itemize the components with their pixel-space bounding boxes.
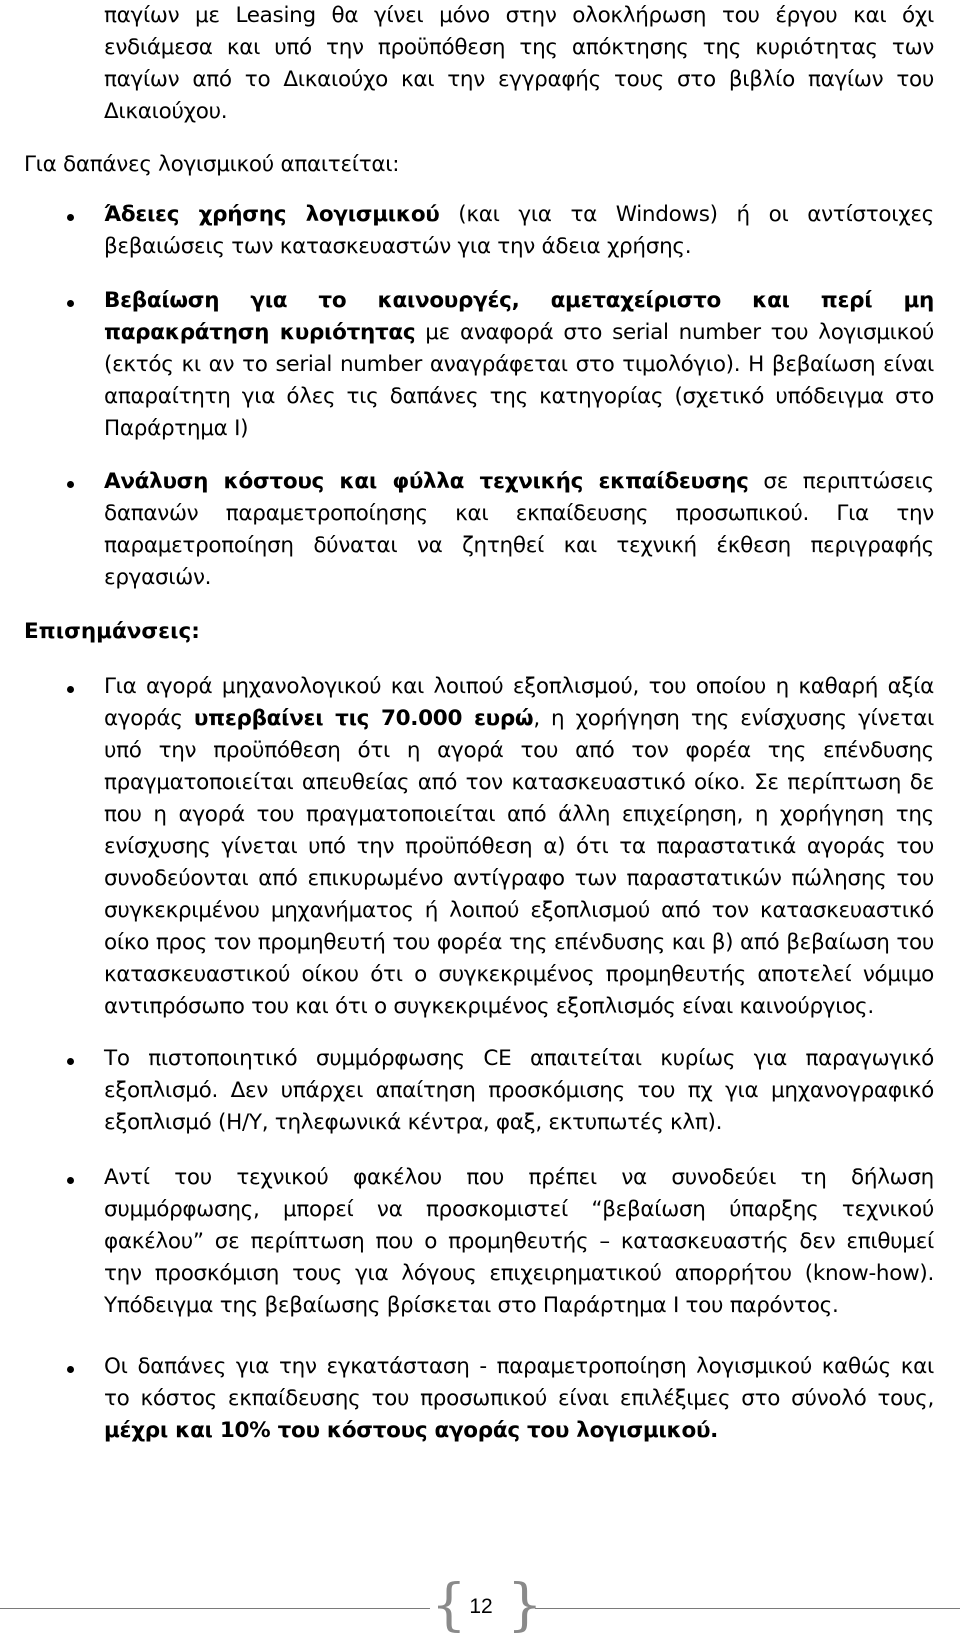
footer-divider (0, 1608, 430, 1609)
software-intro: Για δαπάνες λογισμικού απαιτείται: (24, 152, 400, 177)
bullet-text: με αναφορά στο serial number του λογισμικού (εκτός κι αν το serial number αναγράφεται στο τιμολόγιο). Η βεβαίωση είναι απαραίτητη για όλες τις δαπάνες της κατηγορίας (σχετικό υπόδειγμα στο Παράρτημα Ι) (104, 320, 934, 441)
bullet-icon (67, 686, 74, 693)
bullet-icon (67, 1058, 74, 1065)
bullet-text: Οι δαπάνες για την εγκατάσταση - παραμετροποίηση λογισμικού καθώς και το κόστος εκπαίδευσης του προσωπικού είναι επιλέξιμες στο σύνολό τους, (104, 1354, 934, 1411)
bullet-bold-text: υπερβαίνει τις 70.000 ευρώ (193, 706, 534, 731)
bullet-icon (67, 300, 74, 307)
bullet-text: Για αγορά μηχανολογικού και λοιπού εξοπλισμού, του οποίου η καθαρή αξία αγοράς (104, 674, 934, 731)
bullet-icon (67, 214, 74, 221)
leasing-paragraph: παγίων με Leasing θα γίνει μόνο στην ολοκλήρωση του έργου και όχι ενδιάμεσα και υπό την προϋπόθεση της απόκτησης της κυριότητας των παγίων από το Δικαιούχο και την εγγραφής τους στο βιβλίο παγίων του Δικαιούχου. (104, 3, 934, 124)
right-brace-icon: } (507, 1573, 543, 1638)
bullet-text: σε περιπτώσεις δαπανών παραμετροποίησης και εκπαίδευσης προσωπικού. Για την παραμετροποίηση δύναται να ζητηθεί και τεχνική έκθεση περιγραφής εργασιών. (104, 469, 934, 590)
software-bullet-certificate (104, 285, 934, 445)
note-bullet-ce-certificate (104, 1043, 934, 1139)
bullet-text: Αντί του τεχνικού φακέλου που πρέπει να συνοδεύει τη δήλωση συμμόρφωσης, μπορεί να προσκομιστεί “βεβαίωση ύπαρξης τεχνικού φακέλου” σε περίπτωση που ο προμηθευτής – κατασκευαστής δεν επιθυμεί την προσκόμιση τους για λόγους επιχειρηματικού απορρήτου (know-how). Υπόδειγμα της βεβαίωσης βρίσκεται στο Παράρτημα Ι του παρόντος. (104, 1165, 934, 1318)
bullet-icon (67, 1177, 74, 1184)
page-number: 12 (469, 1595, 493, 1618)
bullet-bold-text: μέχρι και 10% του κόστους αγοράς του λογισμικού. (104, 1418, 719, 1443)
bullet-text: (και για τα Windows) ή οι αντίστοιχες βεβαιώσεις των κατασκευαστών για την άδεια χρήσης. (104, 202, 934, 259)
page-footer (0, 1573, 960, 1638)
bullet-icon (67, 481, 74, 488)
note-bullet-technical-file (104, 1162, 934, 1322)
bullet-text: Το πιστοποιητικό συμμόρφωσης CE απαιτείται κυρίως για παραγωγικό εξοπλισμό. Δεν υπάρχει απαίτηση προσκόμισης του πχ για μηχανογραφικό εξοπλισμό (Η/Υ, τηλεφωνικά κέντρα, φαξ, εκτυπωτές κλπ). (104, 1046, 934, 1135)
left-brace-icon: { (431, 1573, 467, 1638)
note-bullet-software-installation (104, 1351, 934, 1447)
bullet-bold-text: Άδειες χρήσης λογισμικού (104, 202, 440, 227)
footer-divider (535, 1608, 960, 1609)
note-bullet-equipment-purchase (104, 671, 934, 1023)
bullet-bold-text: Ανάλυση κόστους και φύλλα τεχνικής εκπαίδευσης (104, 469, 749, 494)
bullet-text: , η χορήγηση της ενίσχυσης γίνεται υπό την προϋπόθεση ότι η αγορά του από τον φορέα της επένδυσης πραγματοποιείται απευθείας από τον κατασκευαστικό οίκο. Σε περίπτωση δε που η αγορά του πραγματοποιείται από άλλη επιχείρηση, η χορήγηση της ενίσχυσης γίνεται υπό την προϋπόθεση α) ότι τα παραστατικά αγοράς του συνοδεύονται από επικυρωμένο αντίγραφο των παραστατικών πώλησης του συγκεκριμένου μηχανήματος ή λοιπού εξοπλισμού από τον κατασκευαστικό οίκο προς τον προμηθευτή του φορέα της επένδυσης και β) από βεβαίωση του κατασκευαστικού οίκου ότι ο συγκεκριμένος προμηθευτής αποτελεί νόμιμο αντιπρόσωπο του και ότι ο συγκεκριμένος εξοπλισμός είναι καινούργιος. (104, 706, 934, 1019)
bullet-icon (67, 1366, 74, 1373)
software-bullet-licenses (104, 199, 934, 263)
notes-heading: Επισημάνσεις: (24, 619, 200, 644)
software-bullet-cost-analysis (104, 466, 934, 594)
bullet-bold-text: Βεβαίωση για το καινουργές, αμεταχείριστο και περί μη παρακράτηση κυριότητας (104, 288, 934, 345)
